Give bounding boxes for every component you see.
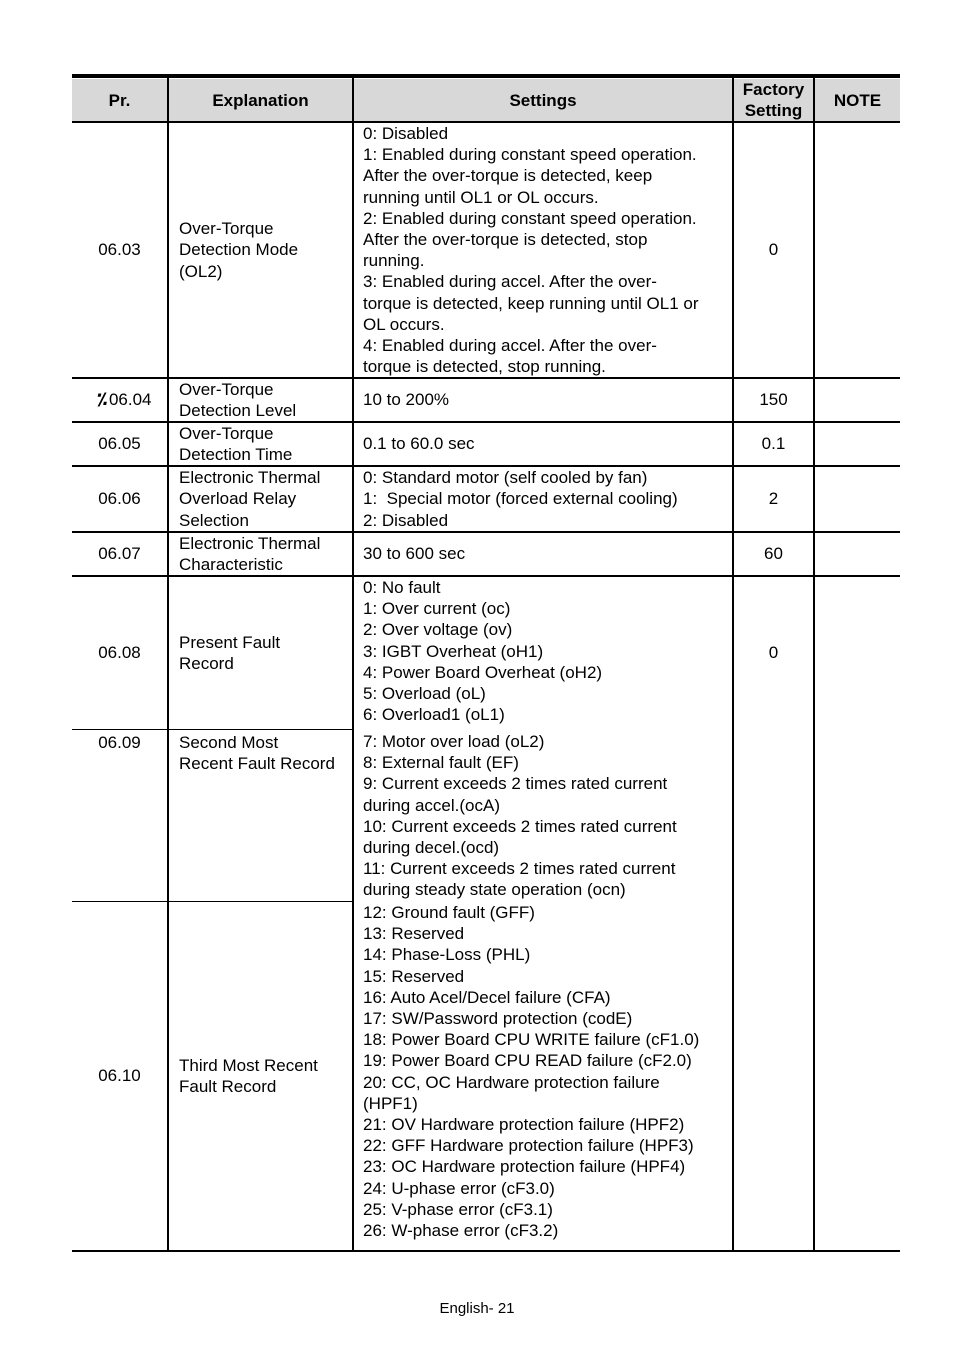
fault-line: 19: Power Board CPU READ failure (cF2.0) [363, 1051, 692, 1071]
explanation-line: Over-Torque [179, 379, 274, 399]
settings-line: 1: Special motor (forced external cooling) [363, 489, 678, 509]
header-factory-line2: Setting [744, 101, 803, 120]
fault-line: 26: W-phase error (cF3.2) [363, 1221, 559, 1241]
explanation-line: Characteristic [179, 555, 283, 574]
pr-06-09: 06.09 [98, 733, 141, 752]
fault-line: during decel.(ocd) [363, 838, 500, 858]
settings-line: 3: Enabled during accel. After the over- [363, 272, 657, 292]
fault-row-rule [72, 729, 353, 730]
explanation-06-05 [179, 423, 351, 465]
settings-line: 1: Enabled during constant speed operation. [363, 145, 697, 165]
page-footer: English- 21 [439, 1300, 515, 1317]
col-rule [352, 78, 354, 1252]
explanation-06-07 [179, 533, 351, 575]
pr-06-06: 06.06 [98, 489, 141, 509]
table-bottom-rule [72, 1250, 900, 1252]
settings-line: running. [363, 251, 425, 271]
fault-line: 17: SW/Password protection (codE) [363, 1009, 633, 1029]
fault-line: 3: IGBT Overheat (oH1) [363, 641, 544, 661]
explanation-06-03 [179, 123, 351, 377]
fault-line: 16: Auto Acel/Decel failure (CFA) [363, 987, 611, 1007]
fault-settings-list [363, 731, 731, 901]
header-note: NOTE [815, 79, 900, 121]
settings-06-05: 0.1 to 60.0 sec [363, 434, 475, 454]
explanation-06-10 [179, 902, 351, 1250]
fault-line: 1: Over current (oc) [363, 599, 511, 619]
settings-line: 4: Enabled during accel. After the over- [363, 336, 657, 356]
pr-06-03: 06.03 [98, 240, 141, 260]
fault-line: 8: External fault (EF) [363, 753, 519, 773]
fault-line: 18: Power Board CPU WRITE failure (cF1.0) [363, 1030, 700, 1050]
fault-line: 13: Reserved [363, 924, 465, 944]
fault-line: during steady state operation (ocn) [363, 880, 626, 900]
col-rule [813, 78, 815, 1252]
explanation-line: Electronic Thermal [179, 468, 321, 488]
settings-06-06 [363, 467, 731, 531]
pen-edit-icon: ⁒ [97, 390, 107, 410]
header-explanation: Explanation [169, 79, 352, 121]
explanation-line: Over-Torque [179, 219, 274, 239]
fault-line: 24: U-phase error (cF3.0) [363, 1178, 555, 1198]
explanation-line: (OL2) [179, 261, 223, 281]
pr-06-05: 06.05 [98, 434, 141, 454]
factory-06-05: 0.1 [761, 434, 786, 454]
fault-line: 20: CC, OC Hardware protection failure [363, 1072, 660, 1092]
explanation-line: Detection Mode [179, 240, 299, 260]
settings-line: After the over-torque is detected, stop [363, 230, 648, 250]
fault-line: (HPF1) [363, 1093, 418, 1113]
col-rule [167, 78, 169, 1252]
fault-line: 2: Over voltage (ov) [363, 620, 513, 640]
fault-line: 14: Phase-Loss (PHL) [363, 945, 531, 965]
parameter-table [72, 74, 900, 1252]
settings-line: torque is detected, keep running until OL1 or [363, 293, 699, 313]
explanation-06-06 [179, 467, 351, 531]
settings-line: 0: Disabled [363, 124, 449, 143]
fault-line: 22: GFF Hardware protection failure (HPF3) [363, 1136, 694, 1156]
factory-06-08: 0 [768, 643, 779, 663]
header-pr: Pr. [72, 79, 167, 121]
fault-line: during accel.(ocA) [363, 795, 501, 815]
pr-06-07: 06.07 [98, 544, 141, 564]
explanation-line: Record [179, 654, 234, 673]
factory-06-07: 60 [764, 544, 783, 564]
explanation-line: Second Most [179, 733, 279, 752]
header-factory-line1: Factory [742, 80, 805, 99]
fault-line: 12: Ground fault (GFF) [363, 903, 535, 922]
fault-line: 11: Current exceeds 2 times rated current [363, 859, 676, 879]
fault-settings-list [363, 577, 731, 725]
explanation-06-04 [179, 379, 351, 421]
factory-06-04: 150 [759, 390, 788, 410]
settings-06-07: 30 to 600 sec [363, 544, 466, 564]
fault-line: 7: Motor over load (oL2) [363, 732, 545, 751]
fault-line: 21: OV Hardware protection failure (HPF2) [363, 1115, 685, 1135]
settings-line: 0: Standard motor (self cooled by fan) [363, 468, 648, 488]
fault-line: 0: No fault [363, 578, 441, 597]
explanation-06-09 [179, 732, 351, 774]
fault-line: 15: Reserved [363, 966, 465, 986]
settings-line: 2: Disabled [363, 510, 449, 530]
factory-06-03: 0 [768, 240, 779, 260]
pr-06-04 [72, 379, 167, 421]
explanation-line: Overload Relay [179, 489, 297, 509]
explanation-line: Recent Fault Record [179, 754, 335, 774]
fault-line: 10: Current exceeds 2 times rated current [363, 816, 677, 836]
pr-06-04-label: 06.04 [108, 390, 152, 410]
pr-06-10: 06.10 [98, 1066, 141, 1086]
settings-line: 2: Enabled during constant speed operation. [363, 208, 697, 228]
explanation-line: Electronic Thermal [179, 533, 321, 553]
explanation-line: Fault Record [179, 1077, 277, 1096]
explanation-06-08 [179, 577, 351, 729]
header-factory-setting [734, 79, 813, 121]
header-settings: Settings [354, 79, 732, 121]
fault-line: 4: Power Board Overheat (oH2) [363, 662, 603, 682]
table-top-rule [72, 74, 900, 78]
fault-line: 9: Current exceeds 2 times rated current [363, 774, 668, 794]
pr-06-08: 06.08 [98, 643, 141, 663]
settings-line: OL occurs. [363, 314, 445, 334]
explanation-line: Over-Torque [179, 423, 274, 443]
explanation-line: Present Fault [179, 632, 281, 652]
settings-line: After the over-torque is detected, keep [363, 166, 653, 186]
explanation-line: Detection Time [179, 445, 293, 464]
fault-line: 23: OC Hardware protection failure (HPF4) [363, 1157, 686, 1177]
settings-line: torque is detected, stop running. [363, 357, 606, 377]
fault-line: 6: Overload1 (oL1) [363, 705, 505, 725]
fault-line: 25: V-phase error (cF3.1) [363, 1199, 553, 1219]
explanation-line: Detection Level [179, 401, 297, 420]
fault-line: 5: Overload (oL) [363, 684, 486, 704]
fault-settings-list [363, 902, 731, 1241]
factory-06-06: 2 [768, 489, 779, 509]
explanation-line: Selection [179, 510, 249, 530]
explanation-line: Third Most Recent [179, 1055, 318, 1075]
settings-06-04: 10 to 200% [363, 390, 450, 410]
settings-line: running until OL1 or OL occurs. [363, 187, 599, 207]
settings-06-03 [363, 123, 731, 377]
